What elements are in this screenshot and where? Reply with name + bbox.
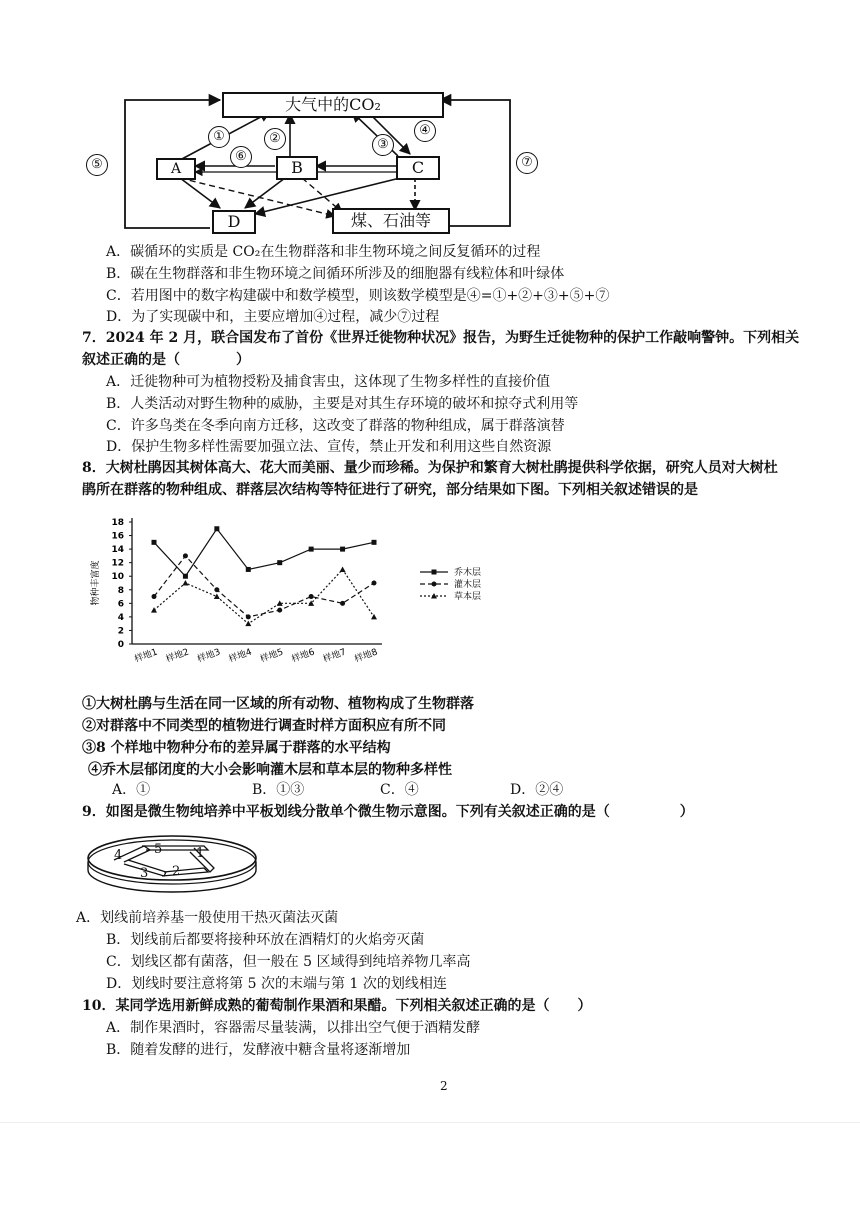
data-point <box>214 587 219 592</box>
q8-statement-1: ①大树杜鹃与生活在同一区域的所有动物、植物构成了生物群落 <box>82 696 474 712</box>
page-number: 2 <box>440 1079 448 1093</box>
label-5: ⑤ <box>86 154 108 176</box>
data-point <box>309 547 314 552</box>
x-tick-label: 样地5 <box>259 647 285 665</box>
plate-label-5: 5 <box>154 842 163 857</box>
y-tick-label: 12 <box>111 558 124 569</box>
chart-svg <box>82 510 502 690</box>
plate-label-4: 4 <box>114 848 123 863</box>
x-tick-label: 样地2 <box>164 647 191 665</box>
petri-dish-illustration <box>84 828 264 900</box>
y-axis-label: 物种丰富度 <box>91 560 101 606</box>
data-point <box>340 601 345 606</box>
legend-marker <box>432 570 437 575</box>
q9-option-b: B．划线前后都要将接种环放在酒精灯的火焰旁灭菌 <box>106 932 425 948</box>
q8-stem-line2: 鹃所在群落的物种组成、群落层次结构等特征进行了研究，部分结果如下图。下列相关叙述错误的是 <box>82 482 698 498</box>
q8-statement-4: ④乔木层郁闭度的大小会影响灌木层和草本层的物种多样性 <box>88 762 452 778</box>
series-line <box>154 556 374 617</box>
q9-option-c: C．划线区都有菌落，但一般在 5 区域得到纯培养物几率高 <box>106 954 471 970</box>
legend-label: 草本层 <box>454 592 482 602</box>
q7-stem-line2: 叙述正确的是（ ） <box>82 352 250 368</box>
q8-choice-b: B．①③ <box>252 782 305 798</box>
legend-marker <box>432 582 437 587</box>
data-point <box>277 608 282 613</box>
q7-option-c: C．许多鸟类在冬季向南方迁移，这改变了群落的物种组成，属于群落演替 <box>106 418 565 434</box>
q6-option-d: D．为了实现碳中和，主要应增加④过程，减少⑦过程 <box>106 309 440 325</box>
node-d-box: D <box>212 210 256 234</box>
data-point <box>183 553 188 558</box>
label-6: ⑥ <box>230 146 252 168</box>
q8-choice-d: D．②④ <box>510 782 564 798</box>
plate-label-1: 1 <box>196 846 205 861</box>
q9-stem: 9．如图是微生物纯培养中平板划线分散单个微生物示意图。下列有关叙述正确的是（ ） <box>82 804 694 820</box>
data-point <box>183 574 188 579</box>
label-3: ③ <box>372 134 394 156</box>
data-point <box>214 594 220 600</box>
q8-statement-2: ②对群落中不同类型的植物进行调查时样方面积应有所不同 <box>82 718 446 734</box>
node-c-box: C <box>396 156 440 180</box>
x-tick-label: 样地1 <box>133 647 160 665</box>
node-b-box: B <box>276 156 318 180</box>
node-a-box: A <box>156 158 196 180</box>
x-tick-label: 样地6 <box>290 647 317 665</box>
data-point <box>152 540 157 545</box>
series-line <box>154 529 374 576</box>
fossil-fuel-box: 煤、石油等 <box>332 208 450 234</box>
q9-option-a: A．划线前培养基一般使用干热灭菌法灭菌 <box>76 910 339 926</box>
data-point <box>246 614 251 619</box>
data-point <box>340 566 346 572</box>
plate-label-2: 2 <box>172 864 181 879</box>
q10-option-a: A．制作果酒时，容器需尽量装满，以排出空气便于酒精发酵 <box>106 1020 481 1036</box>
label-2: ② <box>264 128 286 150</box>
page-bottom-rule <box>0 1122 860 1123</box>
q6-option-a: A．碳循环的实质是 CO₂在生物群落和非生物环境之间反复循环的过程 <box>106 244 541 260</box>
data-point <box>245 621 251 627</box>
q7-option-d: D．保护生物多样性需要加强立法、宣传，禁止开发和利用这些自然资源 <box>106 439 552 455</box>
data-point <box>246 567 251 572</box>
data-point <box>372 540 377 545</box>
data-point <box>152 594 157 599</box>
data-point <box>372 581 377 586</box>
q8-choice-a: A．① <box>112 782 151 798</box>
species-richness-chart <box>82 510 502 690</box>
x-tick-label: 样地4 <box>227 647 254 665</box>
data-point <box>340 547 345 552</box>
y-tick-label: 0 <box>117 640 124 650</box>
y-tick-label: 10 <box>111 572 124 583</box>
q7-option-a: A．迁徙物种可为植物授粉及捕食害虫，这体现了生物多样性的直接价值 <box>106 374 551 390</box>
data-point <box>371 614 377 620</box>
legend-label: 乔木层 <box>454 568 482 578</box>
carbon-cycle-diagram <box>80 88 540 238</box>
q8-stem-line1: 8．大树杜鹃因其树体高大、花大而美丽、量少而珍稀。为保护和繁育大树杜鹃提供科学依据，研究人员对大树杜 <box>82 460 778 476</box>
y-tick-label: 6 <box>117 599 124 610</box>
label-1: ① <box>208 126 230 148</box>
y-tick-label: 18 <box>111 518 124 528</box>
y-tick-label: 4 <box>117 612 124 623</box>
data-point <box>309 594 314 599</box>
atmosphere-co2-box: 大气中的CO₂ <box>222 92 444 118</box>
y-tick-label: 16 <box>111 531 124 542</box>
q10-stem: 10．某同学选用新鲜成熟的葡萄制作果酒和果醋。下列相关叙述正确的是（ ） <box>82 998 592 1014</box>
x-tick-label: 样地8 <box>353 647 380 665</box>
q7-option-b: B．人类活动对野生物种的威胁，主要是对其生存环境的破坏和掠夺式利用等 <box>106 396 579 412</box>
q9-option-d: D．划线时要注意将第 5 次的末端与第 1 次的划线相连 <box>106 976 447 992</box>
q6-option-b: B．碳在生物群落和非生物环境之间循环所涉及的细胞器有线粒体和叶绿体 <box>106 266 565 282</box>
q10-option-b: B．随着发酵的进行，发酵液中糖含量将逐渐增加 <box>106 1042 411 1058</box>
y-tick-label: 14 <box>111 545 124 556</box>
data-point <box>214 526 219 531</box>
q6-option-c: C．若用图中的数字构建碳中和数学模型，则该数学模型是④=①+②+③+⑤+⑦ <box>106 288 610 304</box>
data-point <box>151 607 157 613</box>
data-point <box>182 580 188 586</box>
label-7: ⑦ <box>516 152 538 174</box>
q8-statement-3: ③8 个样地中物种分布的差异属于群落的水平结构 <box>82 740 391 756</box>
x-tick-label: 样地3 <box>196 647 222 665</box>
data-point <box>277 560 282 565</box>
plate-label-3: 3 <box>140 866 149 881</box>
y-tick-label: 8 <box>117 585 124 596</box>
x-tick-label: 样地7 <box>321 647 348 665</box>
q7-stem-line1: 7．2024 年 2 月，联合国发布了首份《世界迁徙物种状况》报告，为野生迁徙物种的保护工作敲响警钟。下列相关 <box>82 330 800 346</box>
label-4: ④ <box>414 120 436 142</box>
y-tick-label: 2 <box>117 626 124 637</box>
legend-label: 灌木层 <box>454 580 482 590</box>
q8-choice-c: C．④ <box>380 782 419 798</box>
